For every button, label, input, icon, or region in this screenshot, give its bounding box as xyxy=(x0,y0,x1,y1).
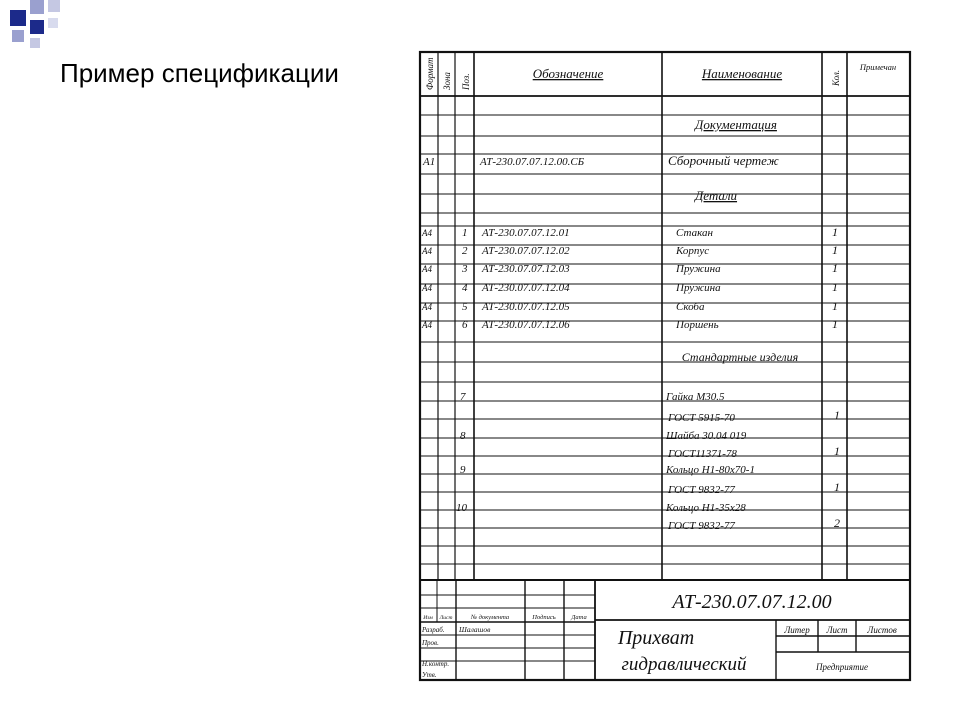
row-qty: 1 xyxy=(832,243,838,257)
stamp-org: Предприятие xyxy=(815,662,869,672)
row-pos: 8 xyxy=(460,430,466,442)
row-designation: АТ-230.07.07.12.02 xyxy=(482,245,570,257)
row-format: A4 xyxy=(422,264,432,274)
row-qty: 1 xyxy=(834,408,840,422)
row-name: Пружина xyxy=(676,263,721,275)
row-qty: 1 xyxy=(832,261,838,275)
header-zone: Зона xyxy=(442,72,452,90)
row-pos: 5 xyxy=(462,301,468,313)
table-row xyxy=(456,502,840,532)
stamp-sheet: Лист xyxy=(826,625,848,635)
row-name-line2: ГОСТ 9832-77 xyxy=(668,484,735,496)
row-designation: АТ-230.07.07.12.04 xyxy=(482,282,570,294)
table-row xyxy=(460,430,840,460)
row-pos: 9 xyxy=(460,464,466,476)
row-name-line1: Шайба 30.04 019 xyxy=(666,430,747,442)
row-format: A4 xyxy=(422,246,432,256)
section-details: Детали xyxy=(694,188,738,203)
corner-square-light xyxy=(12,30,24,42)
stamp-razrab-name: Шалашов xyxy=(459,625,491,634)
header-note: Примечан xyxy=(859,62,897,72)
header-designation: Обозначение xyxy=(532,66,604,81)
row-name: Пружина xyxy=(676,282,721,294)
row-name-line1: Кольцо Н1-35х28 xyxy=(666,502,746,514)
stamp-list: Лист xyxy=(439,615,453,621)
row-qty: 1 xyxy=(832,280,838,294)
table-row xyxy=(421,225,838,239)
doc-row-format: A1 xyxy=(423,156,436,168)
stamp-sheets: Листов xyxy=(867,625,897,635)
row-name-line2: ГОСТ 9832-77 xyxy=(668,520,735,532)
stamp-title-line1: Прихват xyxy=(617,627,695,649)
row-name-line2: ГОСТ 5915-70 xyxy=(668,412,735,424)
stamp-izm: Изм xyxy=(423,615,433,621)
row-qty: 2 xyxy=(834,516,840,530)
row-name-line1: Кольцо Н1-80х70-1 xyxy=(666,464,755,476)
row-name: Стакан xyxy=(676,227,713,239)
row-qty: 1 xyxy=(832,225,838,239)
stamp-prov: Пров. xyxy=(422,639,439,647)
corner-square-light xyxy=(30,0,44,14)
row-pos: 10 xyxy=(456,502,467,514)
row-name: Скоба xyxy=(676,301,705,313)
row-qty: 1 xyxy=(834,444,840,458)
specification-sheet xyxy=(418,50,912,682)
stamp-utv: Утв. xyxy=(422,671,437,679)
table-row xyxy=(421,280,838,294)
row-designation: АТ-230.07.07.12.05 xyxy=(482,301,570,313)
row-pos: 3 xyxy=(462,263,468,275)
row-pos: 6 xyxy=(462,319,468,331)
stamp-title-line2: гидравлический xyxy=(621,654,747,675)
row-name: Поршень xyxy=(676,319,719,331)
row-qty: 1 xyxy=(834,480,840,494)
table-row xyxy=(421,317,838,331)
table-row xyxy=(460,464,840,496)
doc-row-designation: АТ-230.07.07.12.00.СБ xyxy=(480,156,585,168)
doc-row-name: Сборочный чертеж xyxy=(668,153,779,168)
row-pos: 1 xyxy=(462,227,468,239)
corner-square-light xyxy=(30,38,40,48)
corner-square-light xyxy=(48,18,58,28)
row-pos: 7 xyxy=(460,391,466,403)
header-format: Формат xyxy=(425,57,435,90)
row-name: Корпус xyxy=(676,245,710,257)
stamp-doc-num: № документа xyxy=(470,614,510,621)
header-qty: Кол. xyxy=(831,69,841,86)
row-format: A4 xyxy=(422,228,432,238)
stamp-razrab: Разраб. xyxy=(422,626,445,634)
page-title: Пример спецификации xyxy=(60,58,339,88)
stamp-doc-code: АТ-230.07.07.12.00 xyxy=(672,591,832,613)
row-format: A4 xyxy=(422,320,432,330)
table-row xyxy=(421,261,838,275)
section-documentation: Документация xyxy=(695,117,777,132)
row-qty: 1 xyxy=(832,299,838,313)
row-designation: АТ-230.07.07.12.03 xyxy=(482,263,570,275)
section-standard: Стандартные изделия xyxy=(681,350,799,364)
stamp-date: Дата xyxy=(571,614,587,621)
stamp-sign: Подпись xyxy=(532,614,556,621)
row-name-line1: Гайка М30.5 xyxy=(666,391,725,403)
row-designation: АТ-230.07.07.12.01 xyxy=(482,227,570,239)
row-pos: 4 xyxy=(462,282,468,294)
row-pos: 2 xyxy=(462,245,468,257)
header-name: Наименование xyxy=(701,66,783,81)
row-format: A4 xyxy=(422,302,432,312)
corner-square-dark xyxy=(10,10,26,26)
corner-square-dark xyxy=(30,20,44,34)
row-qty: 1 xyxy=(832,317,838,331)
table-row xyxy=(421,299,838,313)
stamp-n-kontr: Н.контр. xyxy=(422,660,450,668)
header-pos: Поз. xyxy=(461,73,471,90)
row-designation: АТ-230.07.07.12.06 xyxy=(482,319,570,331)
stamp-lit: Литер xyxy=(784,625,810,635)
corner-square-light xyxy=(48,0,60,12)
row-format: A4 xyxy=(422,283,432,293)
row-name-line2: ГОСТ11371-78 xyxy=(668,448,737,460)
